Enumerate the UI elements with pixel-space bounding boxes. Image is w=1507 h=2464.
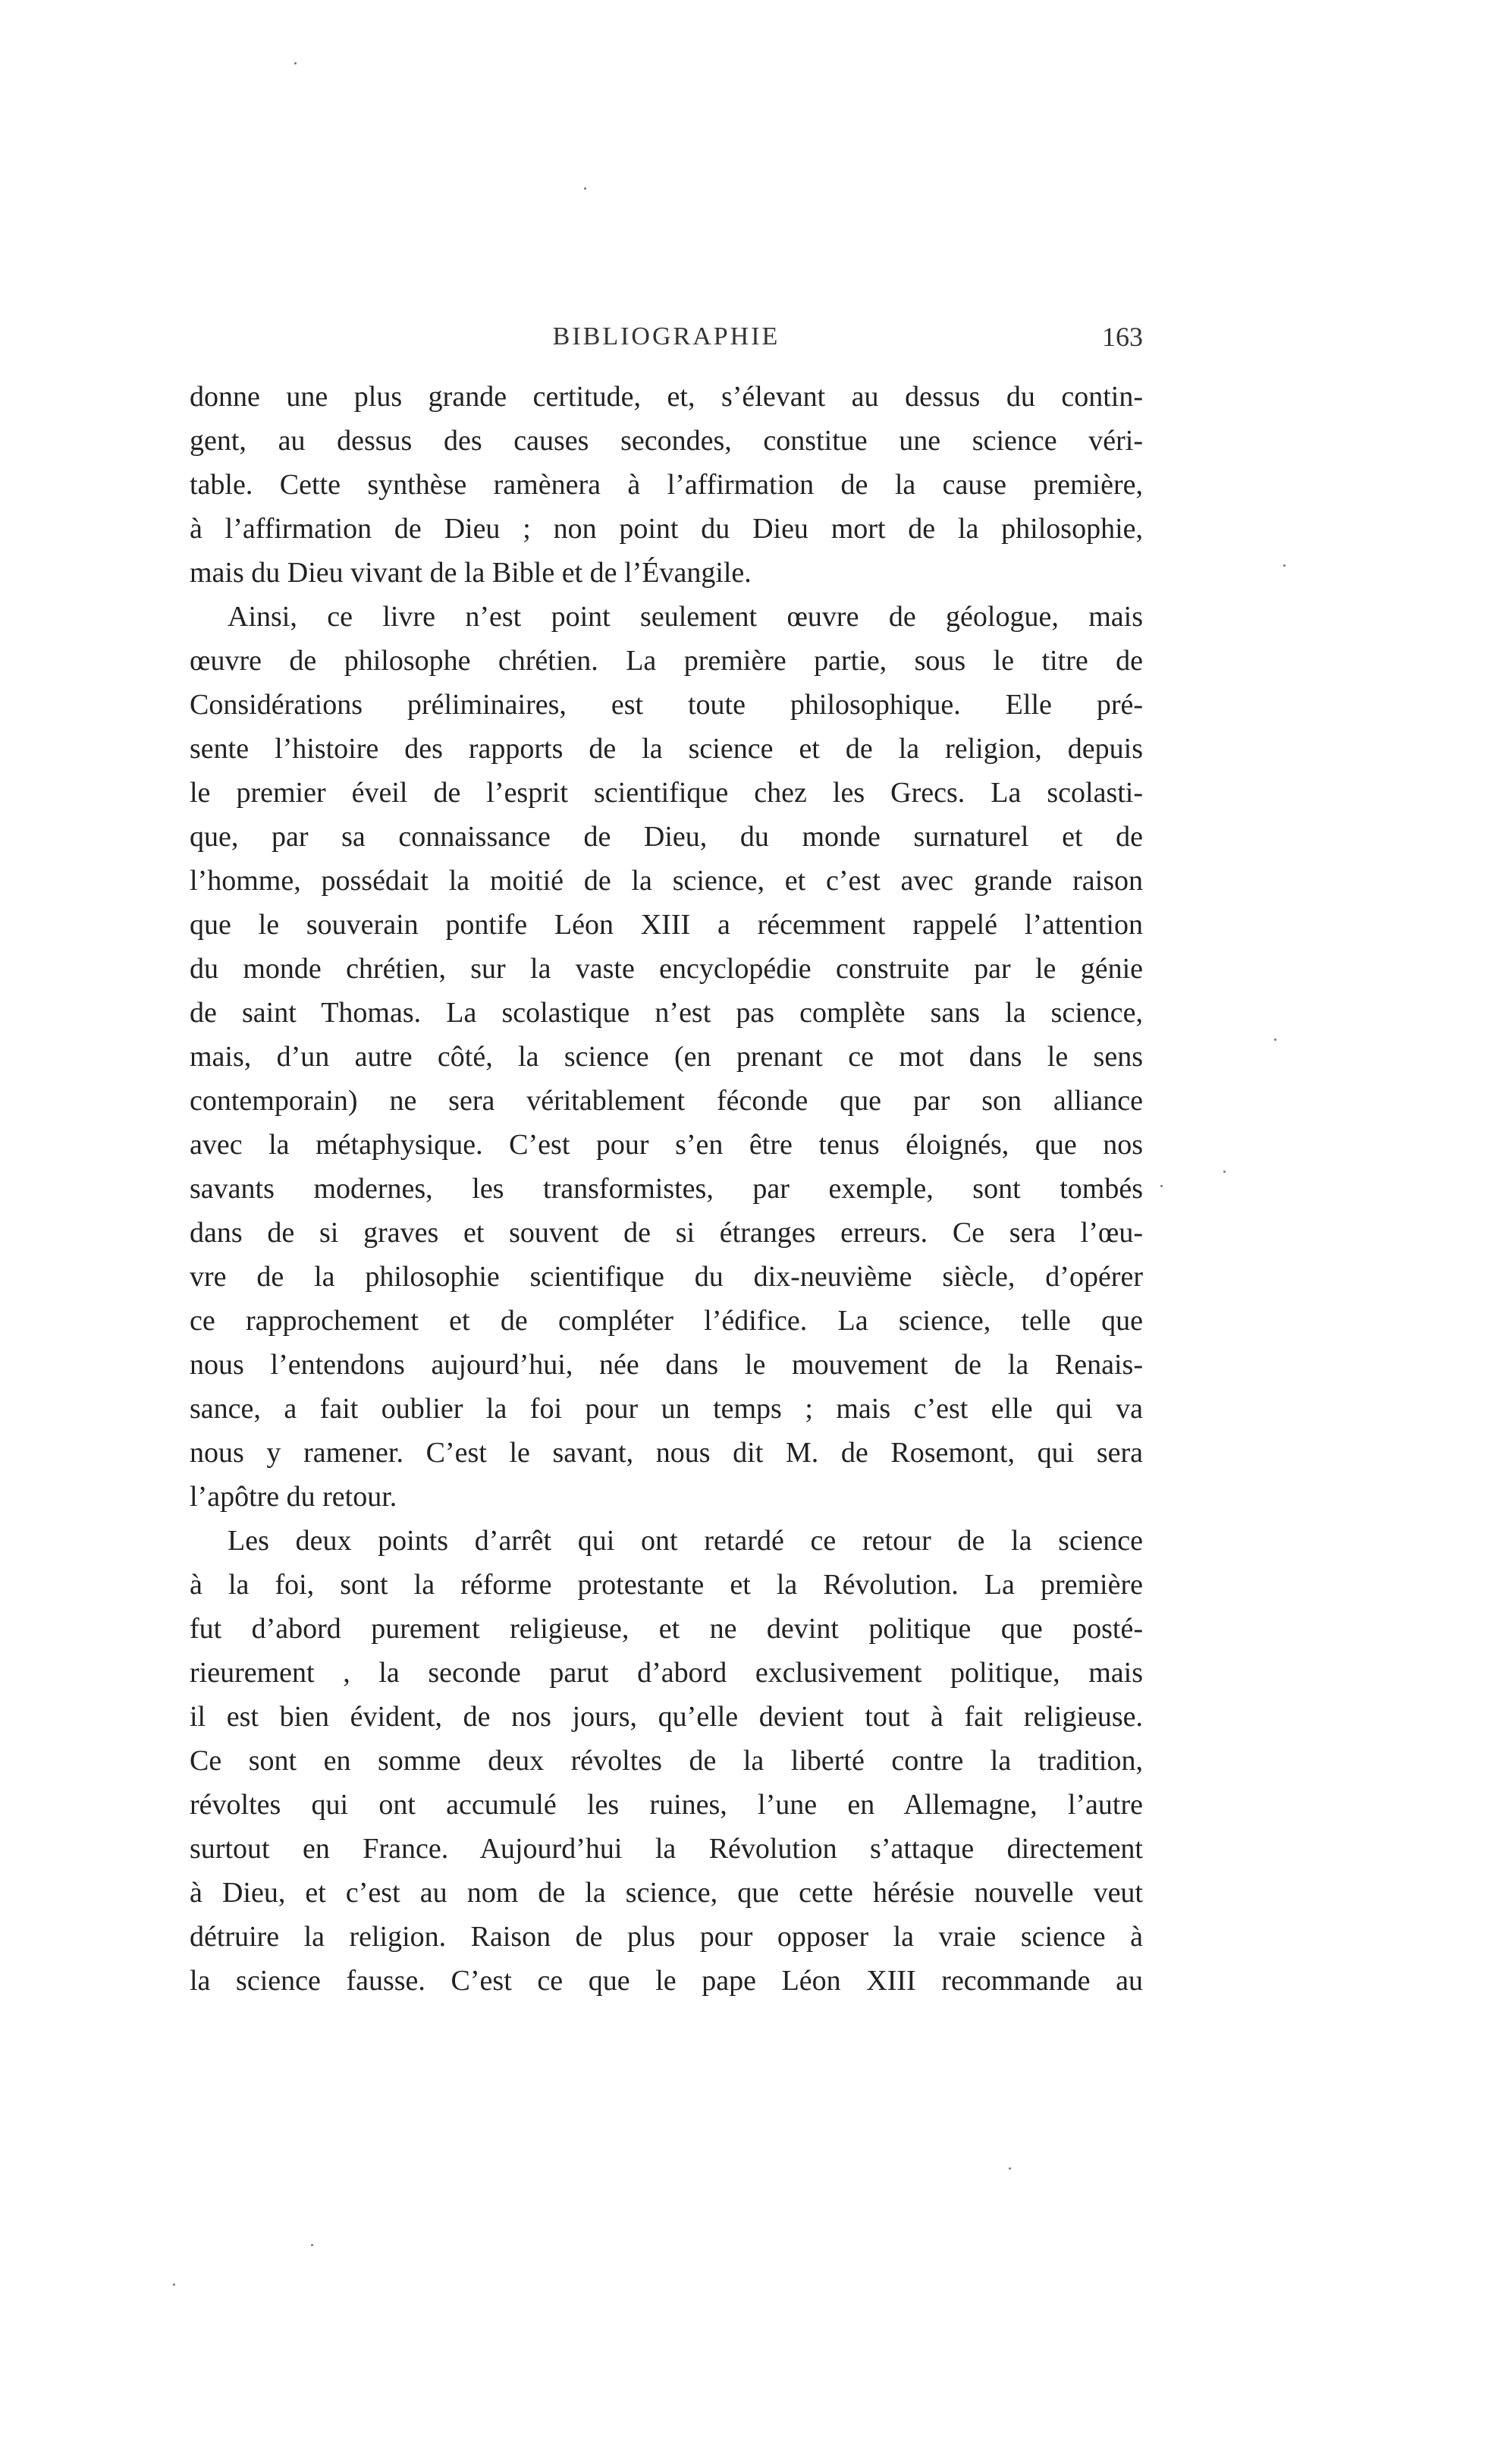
paper-speck [584,187,586,190]
text-line: mais, d’un autre côté, la science (en prenant ce mot dans le sens [190,1041,1143,1073]
text-line: révoltes qui ont accumulé les ruines, l’une en Allemagne, l’autre [190,1789,1143,1821]
text-line: gent, au dessus des causes secondes, constitue une science véri- [190,425,1143,457]
text-line: que le souverain pontife Léon XIII a récemment rappelé l’attention [190,909,1143,941]
text-line: vre de la philosophie scientifique du dix-neuvième siècle, d’opérer [190,1261,1143,1293]
text-line: rieurement , la seconde parut d’abord exclusivement politique, mais [190,1657,1143,1689]
text-line: ce rapprochement et de compléter l’édifice. La science, telle que [190,1305,1143,1337]
paper-speck [1160,1185,1163,1187]
text-line: contemporain) ne sera véritablement féconde que par son alliance [190,1085,1143,1117]
page-number: 163 [1102,322,1143,352]
text-line: de saint Thomas. La scolastique n’est pas complète sans la science, [190,997,1143,1029]
text-line: nous y ramener. C’est le savant, nous dit M. de Rosemont, qui sera [190,1437,1143,1469]
page-header [190,322,1143,360]
text-line: fut d’abord purement religieuse, et ne devint politique que posté- [190,1613,1143,1645]
text-line: sente l’histoire des rapports de la science et de la religion, depuis [190,733,1143,765]
text-line: avec la métaphysique. C’est pour s’en être tenus éloignés, que nos [190,1129,1143,1161]
text-line: Considérations préliminaires, est toute philosophique. Elle pré- [190,689,1143,721]
text-line: surtout en France. Aujourd’hui la Révolution s’attaque directement [190,1833,1143,1865]
text-line: l’homme, possédait la moitié de la science, et c’est avec grande raison [190,865,1143,897]
paper-speck [1274,1039,1276,1041]
text-line: dans de si graves et souvent de si étranges erreurs. Ce sera l’œu- [190,1217,1143,1249]
text-line: à Dieu, et c’est au nom de la science, que cette hérésie nouvelle veut [190,1877,1143,1909]
paper-speck [1223,1171,1226,1173]
text-line: sance, a fait oublier la foi pour un temps ; mais c’est elle qui va [190,1393,1143,1425]
text-line: l’apôtre du retour. [190,1481,397,1513]
text-line: à la foi, sont la réforme protestante et la Révolution. La première [190,1569,1143,1601]
text-line: donne une plus grande certitude, et, s’élevant au dessus du contin- [190,381,1143,413]
text-line: Ainsi, ce livre n’est point seulement œuvre de géologue, mais [228,601,1143,633]
text-line: savants modernes, les transformistes, par exemple, sont tombés [190,1173,1143,1205]
body-text [190,375,1143,2003]
text-line: Les deux points d’arrêt qui ont retardé ce retour de la science [228,1525,1143,1557]
text-line: la science fausse. C’est ce que le pape Léon XIII recommande au [190,1965,1143,1997]
paper-speck [173,2283,175,2286]
paper-speck [294,62,297,64]
paper-speck [311,2244,313,2246]
text-line: œuvre de philosophe chrétien. La première partie, sous le titre de [190,645,1143,677]
text-line: il est bien évident, de nos jours, qu’elle devient tout à fait religieuse. [190,1701,1143,1733]
text-line: le premier éveil de l’esprit scientifique chez les Grecs. La scolasti- [190,777,1143,809]
text-line: mais du Dieu vivant de la Bible et de l’Évangile. [190,557,752,589]
text-line: que, par sa connaissance de Dieu, du monde surnaturel et de [190,821,1143,853]
text-line: détruire la religion. Raison de plus pour opposer la vraie science à [190,1921,1143,1953]
text-line: table. Cette synthèse ramènera à l’affirmation de la cause première, [190,469,1143,501]
paper-speck [1009,2167,1011,2170]
running-title: BIBLIOGRAPHIE [552,322,780,350]
text-line: à l’affirmation de Dieu ; non point du Dieu mort de la philosophie, [190,513,1143,545]
text-line: du monde chrétien, sur la vaste encyclopédie construite par le génie [190,953,1143,985]
text-line: nous l’entendons aujourd’hui, née dans le mouvement de la Renais- [190,1349,1143,1381]
paper-speck [1283,564,1286,567]
text-line: Ce sont en somme deux révoltes de la liberté contre la tradition, [190,1745,1143,1777]
